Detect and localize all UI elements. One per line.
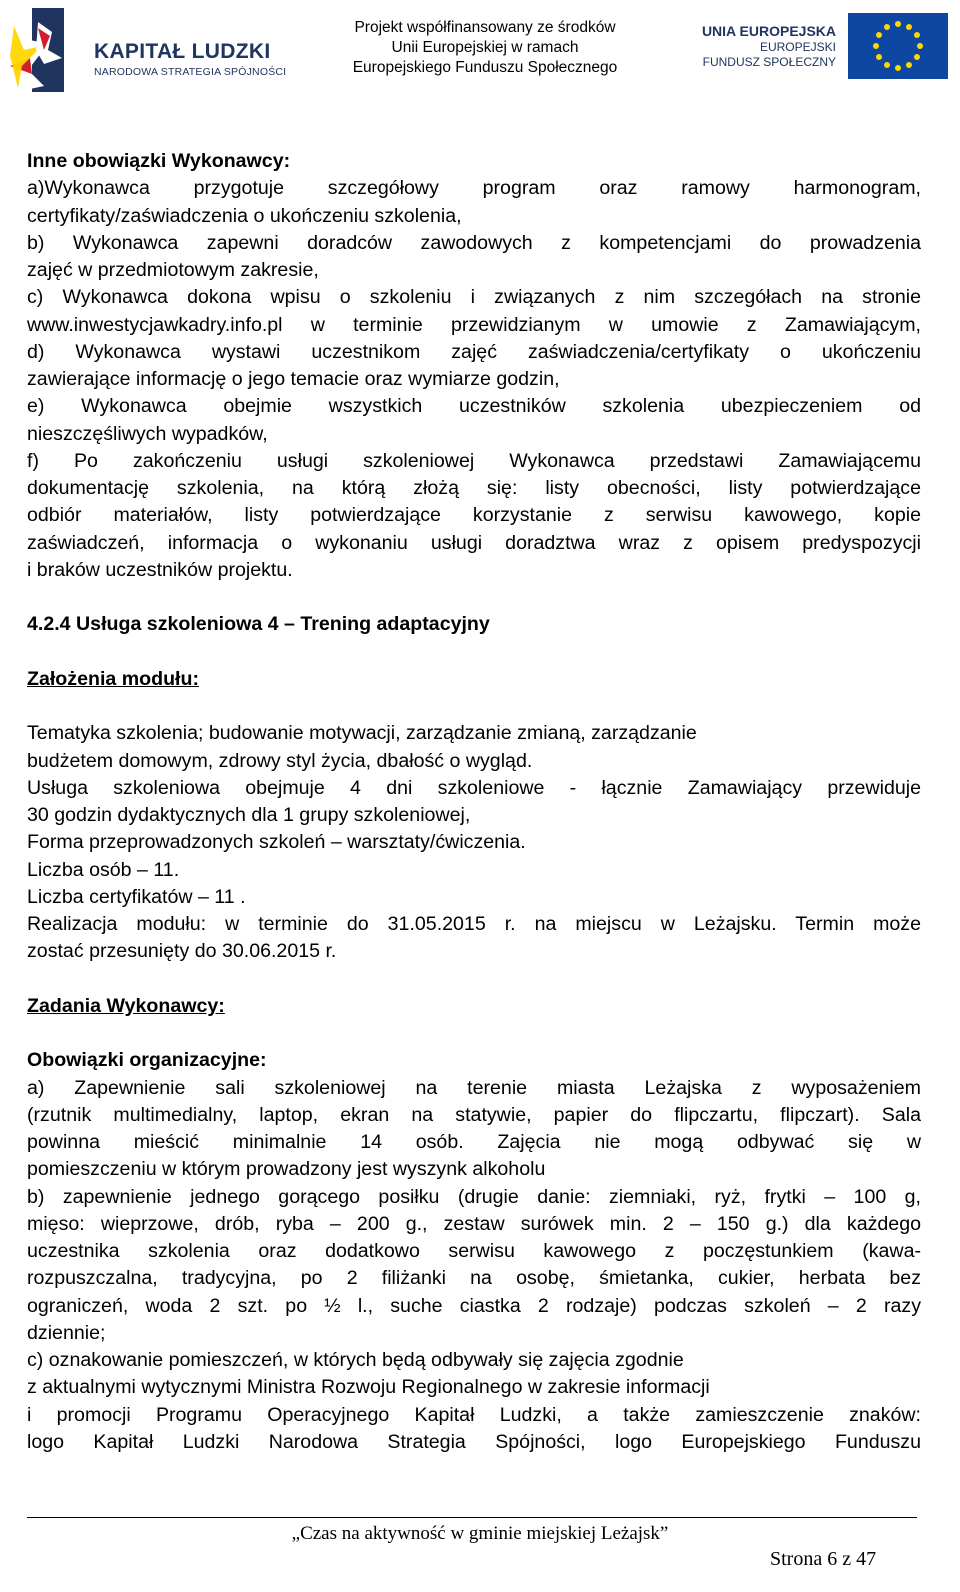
text-line: Usługa szkoleniowa obejmuje 4 dni szkoleniowe - łącznie Zamawiający przewiduje (27, 776, 921, 799)
text-line: logo Kapitał Ludzki Narodowa Strategia Spójności, logo Europejskiego Funduszu (27, 1430, 921, 1453)
document-body (27, 148, 921, 1456)
assumptions-heading: Założenia modułu: (27, 667, 199, 690)
org-duties-heading: Obowiązki organizacyjne: (27, 1049, 267, 1072)
text-line: rozpuszczalna, tradycyjna, po 2 filiżanki na osobę, śmietanka, cukier, herbata bez (27, 1267, 921, 1290)
kapital-ludzki-star-icon (8, 6, 78, 94)
page-header (0, 0, 960, 100)
kapital-ludzki-subtitle: NARODOWA STRATEGIA SPÓJNOŚCI (94, 66, 287, 78)
spacer (27, 639, 921, 666)
text-line: dziennie; (27, 1321, 106, 1344)
footer-divider (27, 1517, 917, 1518)
text-line: (rzutnik multimedialny, laptop, ekran na statywie, papier do flipczartu, flipczart). Sala (27, 1103, 921, 1126)
text-line: nieszczęśliwych wypadków, (27, 422, 268, 445)
text-line: zawierające informację o jego temacie oraz wymiarze godzin, (27, 368, 560, 390)
spacer (27, 584, 921, 611)
text-line: e) Wykonawca obejmie wszystkich uczestników szkolenia ubezpieczeniem od (27, 395, 921, 418)
text-line: Realizacja modułu: w terminie do 31.05.2015 r. na miejscu w Leżajsku. Termin może (27, 913, 921, 935)
kapital-ludzki-title: KAPITAŁ LUDZKI (94, 40, 271, 63)
eu-flag-icon (848, 13, 948, 79)
eu-logo-line: FUNDUSZ SPOŁECZNY (702, 55, 836, 69)
text-line: dokumentację szkolenia, na którą złożą się: listy obecności, listy potwierdzające (27, 477, 921, 499)
footer-project-title: „Czas na aktywność w gminie miejskiej Leżajsk” (291, 1523, 669, 1544)
obligations-list (27, 175, 921, 584)
cofinancing-note (330, 18, 640, 78)
text-line: uczestnika szkolenia oraz dodatkowo serwisu kawowego z poczęstunkiem (kawa- (27, 1240, 921, 1262)
text-line: www.inwestycjawkadry.info.pl w terminie przewidzianym w umowie z Zamawiającym, (27, 313, 921, 336)
text-line: b) Wykonawca zapewni doradców zawodowych z kompetencjami do prowadzenia (27, 231, 921, 254)
text-line: a) Zapewnienie sali szkoleniowej na terenie miasta Leżajska z wyposażeniem (27, 1076, 921, 1099)
eu-logo-line: EUROPEJSKI (759, 40, 836, 54)
text-line: 30 godzin dydaktycznych dla 1 grupy szkoleniowej, (27, 804, 471, 826)
spacer (27, 693, 921, 720)
eu-logo-text (696, 22, 836, 70)
page-number: Strona 6 z 47 (770, 1548, 877, 1570)
text-line: zostać przesunięty do 30.06.2015 r. (27, 940, 337, 963)
text-line: ograniczeń, woda 2 szt. po ½ l., suche ciastka 2 rodzaje) podczas szkoleń – 2 razy (27, 1294, 921, 1317)
spacer (27, 1020, 921, 1047)
cofinancing-line: Europejskiego Funduszu Społecznego (352, 59, 618, 76)
cofinancing-line: Projekt współfinansowany ze środków (354, 19, 616, 36)
text-line: Forma przeprowadzonych szkoleń – warsztaty/ćwiczenia. (27, 831, 526, 854)
text-line: i promocji Programu Operacyjnego Kapitał Ludzki, a także zamieszczenie znaków: (27, 1403, 921, 1426)
tasks-heading: Zadania Wykonawcy: (27, 994, 225, 1017)
obligations-heading: Inne obowiązki Wykonawcy: (27, 150, 291, 172)
text-line: certyfikaty/zaświadczenia o ukończeniu szkolenia, (27, 204, 462, 227)
text-line: z aktualnymi wytycznymi Ministra Rozwoju Regionalnego w zakresie informacji (27, 1376, 710, 1399)
text-line: powinna mieścić minimalnie 14 osób. Zajęcia nie mogą odbywać się w (27, 1131, 921, 1153)
cofinancing-line: Unii Europejskiej w ramach (391, 39, 579, 56)
text-line: i braków uczestników projektu. (27, 558, 293, 581)
kapital-ludzki-logo (8, 6, 298, 94)
text-line: f) Po zakończeniu usługi szkoleniowej Wykonawca przedstawi Zamawiającemu (27, 449, 921, 472)
text-line: Liczba certyfikatów – 11 . (27, 885, 246, 908)
text-line: pomieszczeniu w którym prowadzony jest wyszynk alkoholu (27, 1158, 546, 1181)
text-line: budżetem domowym, zdrowy styl życia, dbałość o wygląd. (27, 749, 533, 772)
section-title: 4.2.4 Usługa szkoleniowa 4 – Trening adaptacyjny (27, 613, 490, 636)
spacer (27, 966, 921, 993)
text-line: odbiór materiałów, listy potwierdzające korzystanie z serwisu kawowego, kopie (27, 504, 921, 527)
text-line: zajęć w przedmiotowym zakresie, (27, 259, 319, 281)
text-line: d) Wykonawca wystawi uczestnikom zajęć zaświadczenia/certyfikaty o ukończeniu (27, 340, 921, 363)
text-line: zaświadczeń, informacja o wykonaniu usługi doradztwa wraz z opisem predyspozycji (27, 531, 921, 554)
text-line: mięso: wieprzowe, drób, ryba – 200 g., zestaw surówek min. 2 – 150 g.) dla każdego (27, 1212, 921, 1235)
text-line: b) zapewnienie jednego gorącego posiłku (drugie danie: ziemniaki, ryż, frytki – 100 g, (27, 1185, 921, 1208)
text-line: Liczba osób – 11. (27, 858, 180, 881)
text-line: c) Wykonawca dokona wpisu o szkoleniu i związanych z nim szczegółach na stronie (27, 286, 921, 309)
text-line: c) oznakowanie pomieszczeń, w których będą odbywały się zajęcia zgodnie (27, 1349, 684, 1371)
text-line: a)Wykonawca przygotuje szczegółowy program oraz ramowy harmonogram, (27, 177, 921, 200)
eu-logo-line: UNIA EUROPEJSKA (701, 23, 836, 39)
text-line: Tematyka szkolenia; budowanie motywacji, zarządzanie zmianą, zarządzanie (27, 722, 697, 745)
assumptions-list (27, 720, 921, 965)
org-duties-list (27, 1075, 921, 1457)
